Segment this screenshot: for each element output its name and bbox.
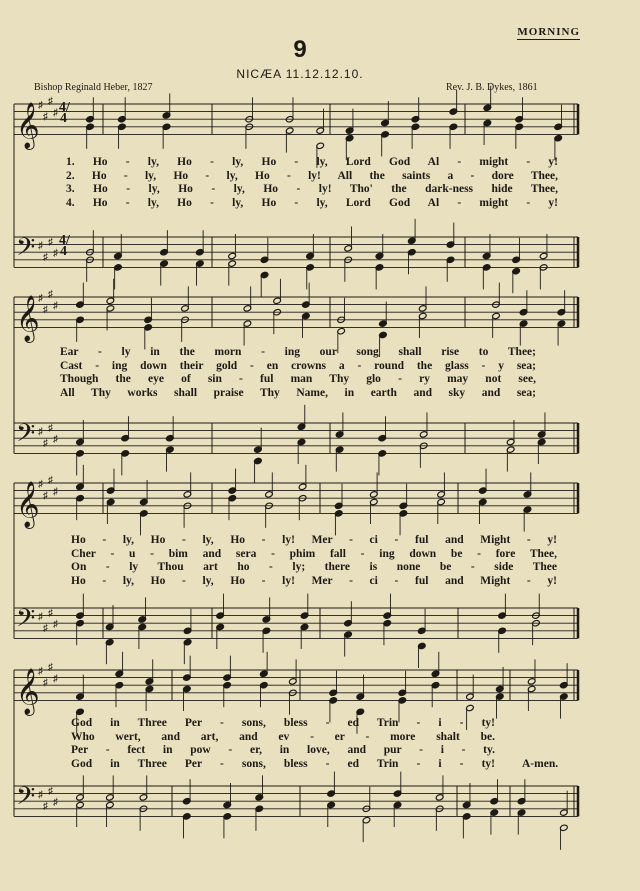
sharp-icon: ♯ [38, 666, 43, 677]
sharp-icon: ♯ [48, 785, 53, 797]
bass-time-signature: 4/4 [59, 233, 70, 259]
sharp-icon: ♯ [48, 289, 53, 301]
sharp-icon: ♯ [53, 107, 58, 119]
sharp-icon: ♯ [53, 797, 58, 809]
lyric-line: Cast - ing down their gold - en crowns a - round the glass - y sea; [60, 359, 536, 372]
lyrics-system-1 [66, 156, 558, 211]
bass-clef-icon: 𝄢 [16, 781, 36, 817]
sharp-icon: ♯ [53, 486, 58, 498]
lyric-line: 2. Ho - ly, Ho - ly, Ho - ly! All the saints a - dore Thee, [66, 169, 558, 182]
author-credit: Bishop Reginald Heber, 1827 [34, 82, 153, 93]
sharp-icon: ♯ [43, 438, 48, 449]
sharp-icon: ♯ [53, 300, 58, 312]
lyric-line: All Thy works shall praise Thy Name, in earth and sky and sea; [60, 387, 536, 400]
sharp-icon: ♯ [38, 789, 43, 801]
sharp-icon: ♯ [43, 252, 48, 263]
sharp-icon: ♯ [48, 96, 53, 108]
sharp-icon: ♯ [43, 677, 48, 689]
sharp-icon: ♯ [43, 801, 48, 812]
bass-clef-icon: 𝄢 [16, 418, 36, 454]
lyrics-system-2 [60, 346, 536, 401]
lyric-line: On - ly Thou art ho - ly; there is none be - side Thee [71, 561, 557, 574]
hymn-number: 9 [293, 36, 307, 63]
sharp-icon: ♯ [38, 479, 43, 490]
lyric-line: God in Three Per - sons, bless - ed Trin - i - ty! [71, 758, 495, 771]
lyric-line: Ho - ly, Ho - ly, Ho - ly! Mer - ci - ful and Might - y! [71, 534, 557, 546]
lyric-line: God in Three Per - sons, bless - ed Trin - i - ty! [71, 717, 495, 729]
bass-clef-icon: 𝄢 [16, 603, 36, 639]
sharp-icon: ♯ [43, 623, 48, 634]
sharp-icon: ♯ [38, 240, 43, 252]
amen-text: A-men. [522, 758, 559, 770]
sharp-icon: ♯ [48, 475, 53, 487]
section-heading: MORNING [517, 26, 580, 38]
bass-clef-icon: 𝄢 [16, 232, 36, 268]
sharp-icon: ♯ [48, 607, 53, 619]
sharp-icon: ♯ [38, 426, 43, 438]
treble-clef-icon: 𝄞 [16, 668, 40, 715]
composer-credit: Rev. J. B. Dykes, 1861 [446, 82, 538, 93]
sharp-icon: ♯ [38, 611, 43, 623]
lyric-line: 1. Ho - ly, Ho - ly, Ho - ly, Lord God Al - might - y! [66, 156, 558, 168]
sharp-icon: ♯ [48, 662, 53, 674]
lyrics-system-3 [71, 534, 557, 589]
treble-time-signature: 4/4 [59, 100, 70, 126]
lyric-line: Though the eye of sin - ful man Thy glo - ry may not see, [60, 373, 536, 386]
lyric-line: Ear - ly in the morn - ing our song shall rise to Thee; [60, 346, 536, 358]
sharp-icon: ♯ [48, 422, 53, 434]
sharp-icon: ♯ [38, 100, 43, 111]
sharp-icon: ♯ [53, 248, 58, 260]
sharp-icon: ♯ [38, 293, 43, 304]
sharp-icon: ♯ [53, 434, 58, 446]
tune-name: NICÆA 11.12.12.10. [236, 67, 364, 81]
treble-clef-icon: 𝄞 [16, 481, 40, 528]
lyric-line: Per - fect in pow - er, in love, and pur - i - ty. [71, 744, 495, 757]
lyric-line: 3. Ho - ly, Ho - ly, Ho - ly! Tho' the dark-ness hide Thee, [66, 183, 558, 196]
treble-clef-icon: 𝄞 [16, 102, 40, 149]
sharp-icon: ♯ [43, 111, 48, 123]
treble-clef-icon: 𝄞 [16, 295, 40, 342]
lyric-line: 4. Ho - ly, Ho - ly, Ho - ly, Lord God Al - might - y! [66, 197, 558, 210]
lyric-line: Ho - ly, Ho - ly, Ho - ly! Mer - ci - ful and Might - y! [71, 575, 557, 588]
sharp-icon: ♯ [43, 490, 48, 502]
sharp-icon: ♯ [43, 304, 48, 316]
lyric-line: Who wert, and art, and ev - er - more shalt be. [71, 730, 495, 743]
lyrics-system-4 [71, 717, 495, 772]
sharp-icon: ♯ [53, 619, 58, 631]
sharp-icon: ♯ [53, 673, 58, 685]
lyric-line: Cher - u - bim and sera - phim fall - ing down be - fore Thee, [71, 547, 557, 560]
sharp-icon: ♯ [48, 236, 53, 248]
